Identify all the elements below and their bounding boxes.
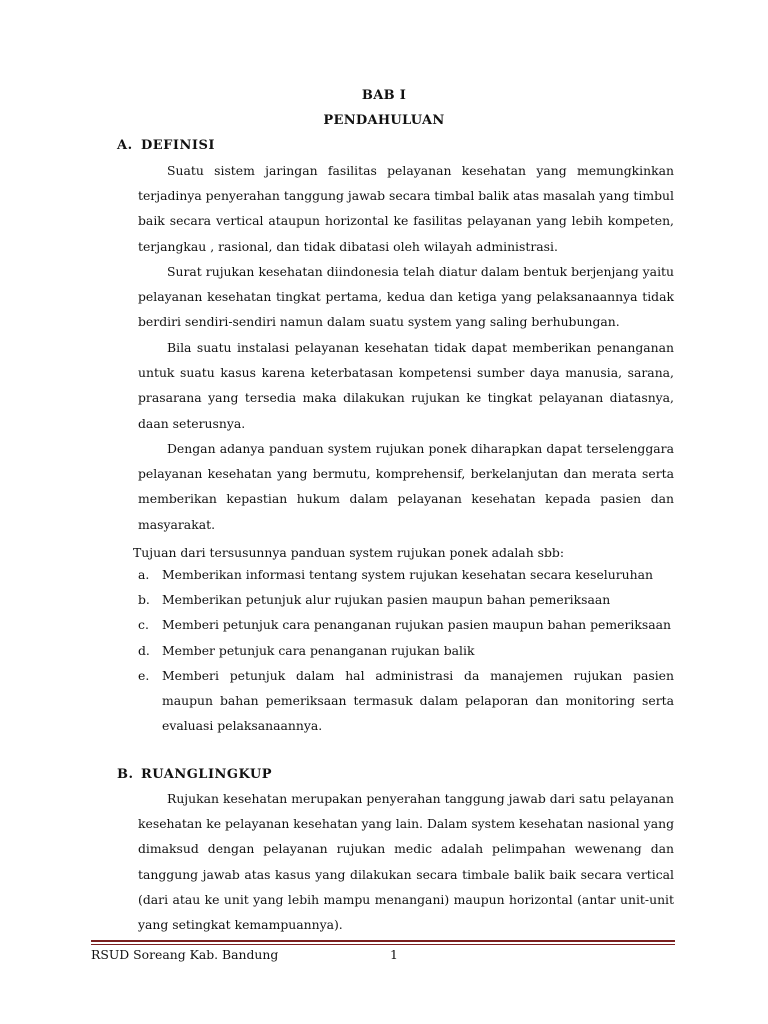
list-marker: a. [138, 567, 150, 582]
section-b-letter: B. [117, 767, 134, 782]
chapter-number: BAB I [361, 88, 407, 103]
footer-rule-thin [91, 944, 675, 945]
definisi-paragraph-4: Dengan adanya panduan system rujukan ponek diharapkan dapat terselenggara pelayanan kesehatan yang bermutu, komprehensif, berkelanjutan dan merata serta memberikan kepastian hukum dalam pelayanan kesehatan kepada pasien dan masyarakat. [138, 441, 674, 532]
section-a-letter: A. [117, 138, 133, 153]
ruanglingkup-paragraph-1: Rujukan kesehatan merupakan penyerahan tanggung jawab dari satu pelayanan kesehatan ke pelayanan kesehatan yang lain. Dalam system kesehatan nasional yang dimaksud dengan pelayanan rujukan medic adalah pelimpahan wewenang dan tanggung jawab atas kasus yang dilakukan secara timbale balik baik secara vertical (dari atau ke unit yang lebih mampu menangani) maupun horizontal (antar unit-unit yang setingkat kemampuannya). [138, 791, 674, 933]
section-b-title: RUANGLINGKUP [141, 767, 272, 782]
footer-institution: RSUD Soreang Kab. Bandung [91, 947, 279, 962]
tujuan-intro: Tujuan dari tersusunnya panduan system rujukan ponek adalah sbb: [133, 545, 565, 560]
section-a-heading [117, 138, 215, 153]
footer-rule-thick [91, 940, 675, 942]
list-marker: c. [138, 617, 149, 633]
list-item [138, 638, 674, 663]
list-marker: b. [138, 592, 150, 608]
list-item-text: Memberi petunjuk cara penanganan rujukan pasien maupun bahan pemeriksaan [162, 617, 671, 633]
list-item [138, 612, 674, 637]
list-marker: d. [138, 642, 150, 658]
definisi-paragraph-1: Suatu sistem jaringan fasilitas pelayanan kesehatan yang memungkinkan terjadinya penyerahan tanggung jawab secara timbal balik atas masalah yang timbul baik secara vertical ataupun horizontal ke fasilitas pelayanan yang lebih kompeten, terjangkau , rasional, dan tidak dibatasi oleh wilayah administrasi. [138, 163, 674, 254]
list-item [138, 587, 674, 612]
chapter-title: PENDAHULUAN [323, 113, 445, 128]
page-number: 1 [390, 947, 398, 962]
list-item-text: Memberikan petunjuk alur rujukan pasien maupun bahan pemeriksaan [162, 592, 611, 608]
section-a-title: DEFINISI [141, 138, 215, 153]
list-item [138, 562, 674, 587]
list-marker: e. [138, 667, 150, 683]
section-b-heading [117, 767, 272, 782]
list-item-text: Memberikan informasi tentang system rujukan kesehatan secara keseluruhan [162, 567, 653, 582]
list-item-text: Member petunjuk cara penanganan rujukan balik [162, 642, 475, 658]
definisi-paragraph-3: Bila suatu instalasi pelayanan kesehatan tidak dapat memberikan penanganan untuk suatu kasus karena keterbatasan kompetensi sumber daya manusia, sarana, prasarana yang tersedia maka dilakukan rujukan ke tingkat pelayanan diatasnya, daan seterusnya. [138, 340, 674, 431]
list-item [138, 663, 674, 739]
tujuan-list [138, 562, 674, 738]
list-item-text: Memberi petunjuk dalam hal administrasi da manajemen rujukan pasien maupun bahan pemeriksaan termasuk dalam pelaporan dan monitoring serta evaluasi pelaksanaannya. [162, 667, 674, 734]
definisi-paragraph-2: Surat rujukan kesehatan diindonesia telah diatur dalam bentuk berjenjang yaitu pelayanan kesehatan tingkat pertama, kedua dan ketiga yang pelaksanaannya tidak berdiri sendiri-sendiri namun dalam suatu system yang saling berhubungan. [138, 264, 674, 330]
